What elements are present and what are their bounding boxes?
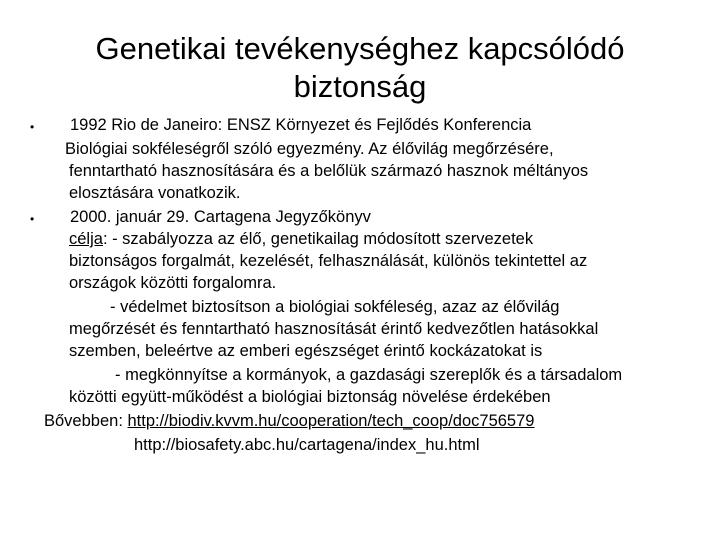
item2-line-8: közötti együtt-működést a biológiai biztonság növelése érdekében xyxy=(69,388,551,406)
goal-label: célja xyxy=(69,230,103,248)
item2-goal-line xyxy=(69,228,533,250)
item2-line-6: szemben, beleértve az emberi egészséget érintő kockázatokat is xyxy=(69,342,543,360)
item2-line-2: biztonságos forgalmát, kezelését, felhasználását, különös tekintettel az xyxy=(69,252,588,270)
biodiv-link[interactable]: http://biodiv.kvvm.hu/cooperation/tech_coop/doc756579 xyxy=(127,412,535,430)
item1-heading: 1992 Rio de Janeiro: ENSZ Környezet és Fejlődés Konferencia xyxy=(70,116,532,134)
item2-line-7: - megkönnyítse a kormányok, a gazdasági szereplők és a társadalom xyxy=(115,366,623,384)
item1-line-1: Biológiai sokféleségről szóló egyezmény. Az élővilág megőrzésére, xyxy=(65,140,554,158)
slide-title-line-2: biztonság xyxy=(293,69,427,104)
bullet-icon: • xyxy=(30,120,35,134)
item2-line-4: - védelmet biztosítson a biológiai sokféleség, azaz az élővilág xyxy=(110,298,560,316)
bullet-icon: • xyxy=(30,212,35,226)
goal-text: : - szabályozza az élő, genetikailag módosított szervezetek xyxy=(102,230,534,248)
item1-line-3: elosztására vonatkozik. xyxy=(69,184,241,202)
slide-title-line-1: Genetikai tevékenységhez kapcsólódó xyxy=(95,31,625,66)
more-info-line xyxy=(44,410,534,432)
more-info-label: Bővebben: xyxy=(44,412,128,430)
slide-title xyxy=(0,30,720,106)
biosafety-link-text: http://biosafety.abc.hu/cartagena/index_hu.html xyxy=(134,436,480,454)
item2-heading: 2000. január 29. Cartagena Jegyzőkönyv xyxy=(70,208,371,226)
item1-line-2: fenntartható hasznosítására és a belőlük származó hasznok méltányos xyxy=(69,162,589,180)
item2-line-5: megőrzését és fenntartható hasznosítását érintő kedvezőtlen hatásokkal xyxy=(69,320,599,338)
item2-line-3: országok közötti forgalomra. xyxy=(69,274,277,292)
